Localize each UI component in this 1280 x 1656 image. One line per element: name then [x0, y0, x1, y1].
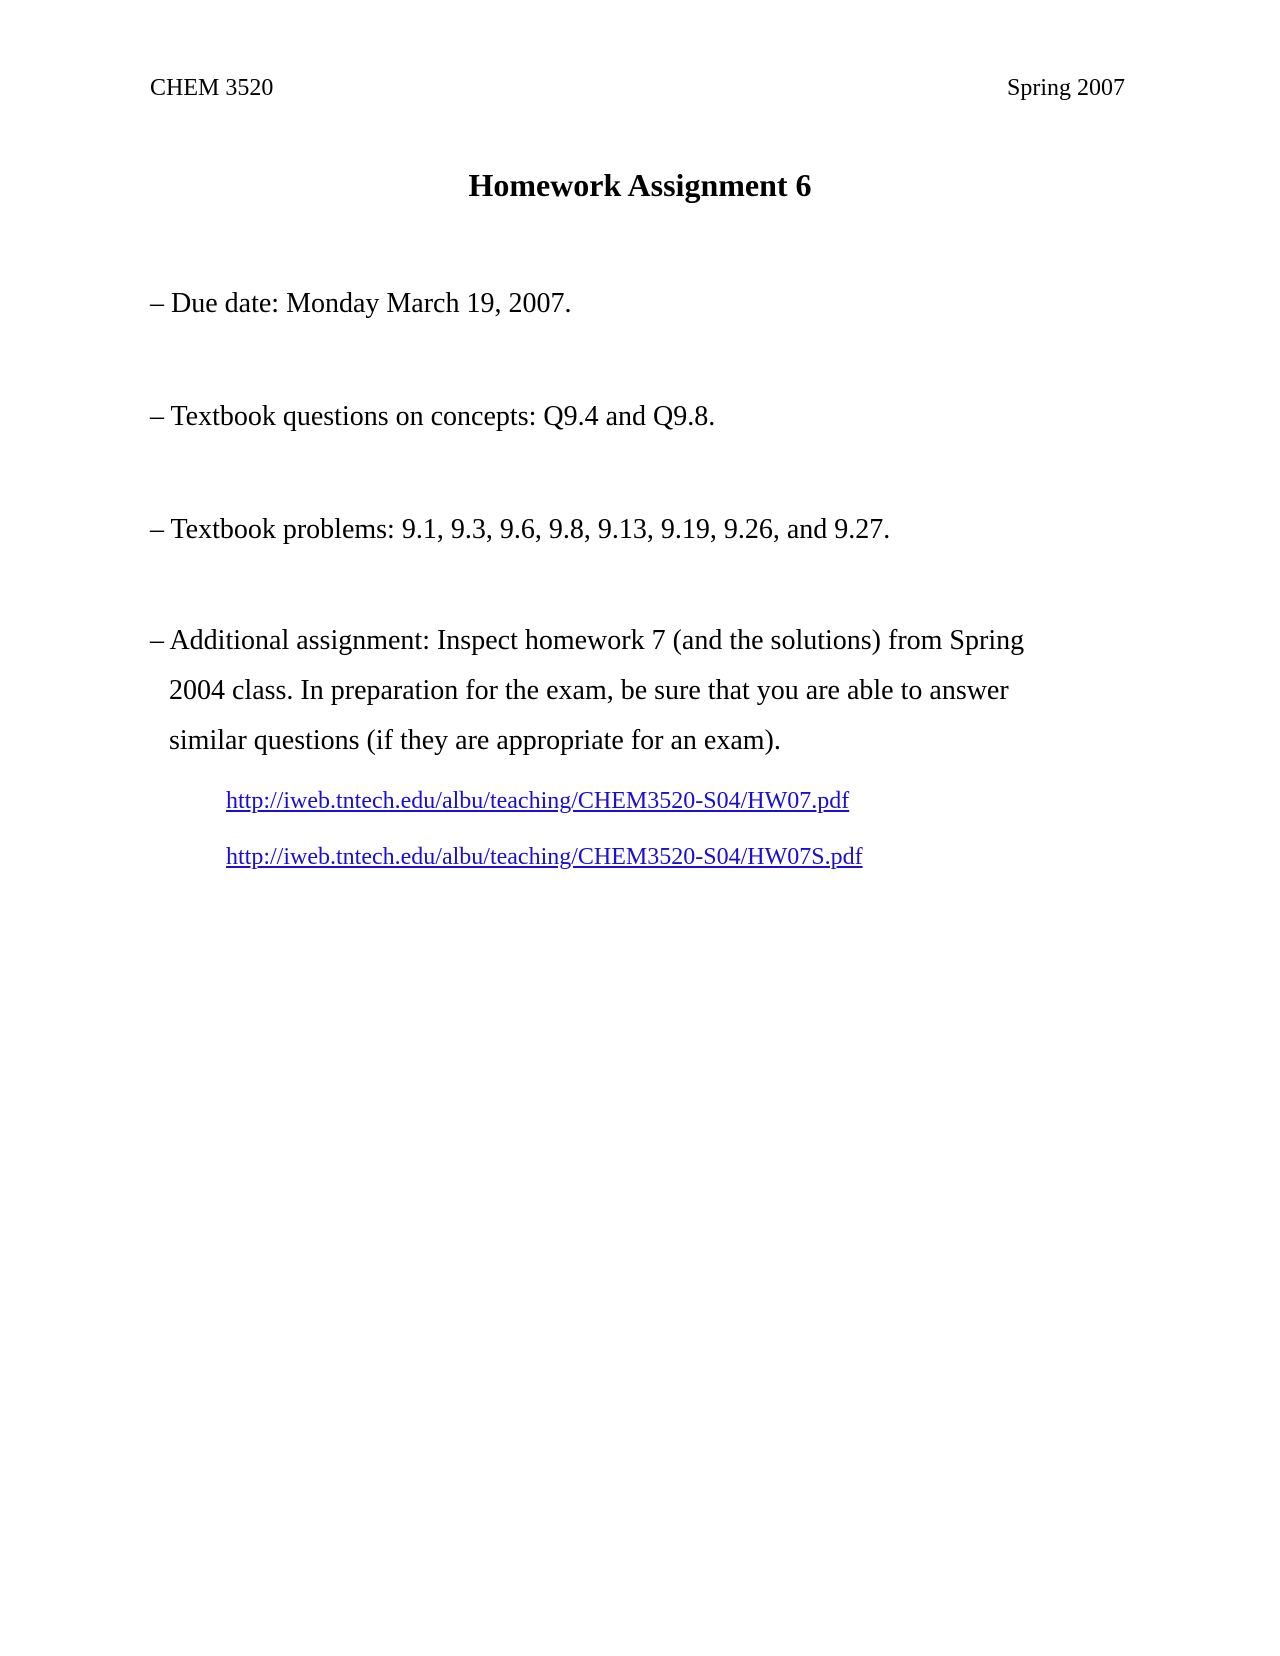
additional-assignment-item — [150, 616, 1024, 766]
additional-assignment-line: similar questions (if they are appropriate for an exam). — [169, 725, 781, 756]
additional-assignment-line: 2004 class. In preparation for the exam, be sure that you are able to answer — [169, 675, 1009, 706]
concept-questions-item: – Textbook questions on concepts: Q9.4 and Q9.8. — [150, 401, 716, 432]
additional-assignment-line: – Additional assignment: Inspect homework 7 (and the solutions) from Spring — [150, 625, 1025, 656]
hw07-link[interactable]: http://iweb.tntech.edu/albu/teaching/CHEM3520-S04/HW07.pdf — [226, 788, 850, 814]
course-code: CHEM 3520 — [150, 75, 274, 101]
due-date-item: – Due date: Monday March 19, 2007. — [150, 288, 572, 319]
page-title: Homework Assignment 6 — [468, 167, 812, 203]
textbook-problems-item: – Textbook problems: 9.1, 9.3, 9.6, 9.8, 9.13, 9.19, 9.26, and 9.27. — [150, 514, 891, 545]
hw07-solutions-link[interactable]: http://iweb.tntech.edu/albu/teaching/CHEM3520-S04/HW07S.pdf — [226, 844, 863, 870]
term: Spring 2007 — [1006, 75, 1125, 101]
